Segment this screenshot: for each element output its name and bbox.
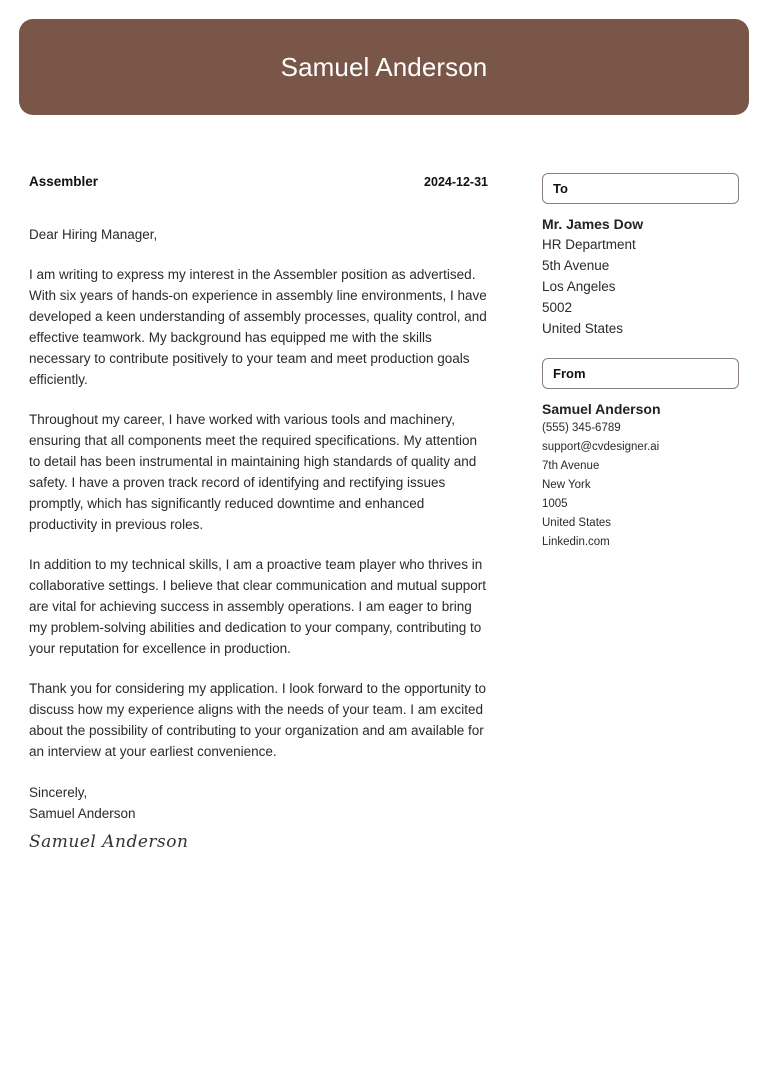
- letter-date: 2024-12-31: [424, 175, 488, 189]
- paragraph-4: Thank you for considering my application. I look forward to the opportunity to discuss how my experience aligns with the needs of your team. I am excited about the possibility of contributing to your organization and am available for an interview at your earliest convenience.: [29, 681, 486, 759]
- sender-street: 7th Avenue: [542, 460, 600, 472]
- recipient-department: HR Department: [542, 237, 636, 252]
- paragraph-3: In addition to my technical skills, I am a proactive team player who thrives in collaborative settings. I believe that clear communication and mutual support are vital for achieving success in assembly operations. I am eager to bring my problem-solving abilities and dedication to your company, contributing to your reputation for excellence in production.: [29, 557, 486, 656]
- paragraph-1: I am writing to express my interest in the Assembler position as advertised. With six years of hands-on experience in assembly line environments, I have developed a keen understanding of assembly processes, quality control, and effective teamwork. My background has equipped me with the skills necessary to contribute positively to your team and meet production goals efficiently.: [29, 267, 487, 387]
- recipient-name: Mr. James Dow: [542, 216, 644, 232]
- job-title: Assembler: [29, 174, 99, 189]
- address-sidebar: [542, 173, 739, 552]
- applicant-name-title: Samuel Anderson: [280, 51, 488, 82]
- sender-phone: (555) 345-6789: [542, 422, 621, 434]
- sender-linkedin: Linkedin.com: [542, 536, 610, 548]
- paragraph-2: Throughout my career, I have worked with various tools and machinery, ensuring that all components meet the required specifications. My attention to detail has been instrumental in maintaining high standards of quality and safety. I have a proven track record of identifying and rectifying issues promptly, which has significantly reduced downtime and enhanced productivity in previous roles.: [29, 412, 477, 532]
- recipient-city: Los Angeles: [542, 279, 616, 294]
- to-label: To: [553, 181, 568, 196]
- sender-postal-code: 1005: [542, 498, 568, 510]
- recipient-country: United States: [542, 321, 624, 336]
- letter-body: [29, 174, 488, 852]
- sender-country: United States: [542, 517, 612, 529]
- closing-name: Samuel Anderson: [29, 806, 136, 821]
- from-label: From: [553, 366, 586, 381]
- recipient-postal-code: 5002: [542, 300, 573, 315]
- salutation: Dear Hiring Manager,: [29, 227, 158, 242]
- sender-name: Samuel Anderson: [542, 401, 661, 417]
- to-label-box: [542, 173, 739, 204]
- header-banner: [19, 19, 749, 115]
- from-label-box: [542, 358, 739, 389]
- sender-city: New York: [542, 479, 591, 491]
- sender-email: support@cvdesigner.ai: [542, 441, 660, 453]
- signature: Samuel Anderson: [29, 832, 189, 852]
- closing: [29, 782, 488, 824]
- letter-meta: [29, 174, 488, 192]
- recipient-street: 5th Avenue: [542, 258, 610, 273]
- closing-phrase: Sincerely,: [29, 785, 88, 800]
